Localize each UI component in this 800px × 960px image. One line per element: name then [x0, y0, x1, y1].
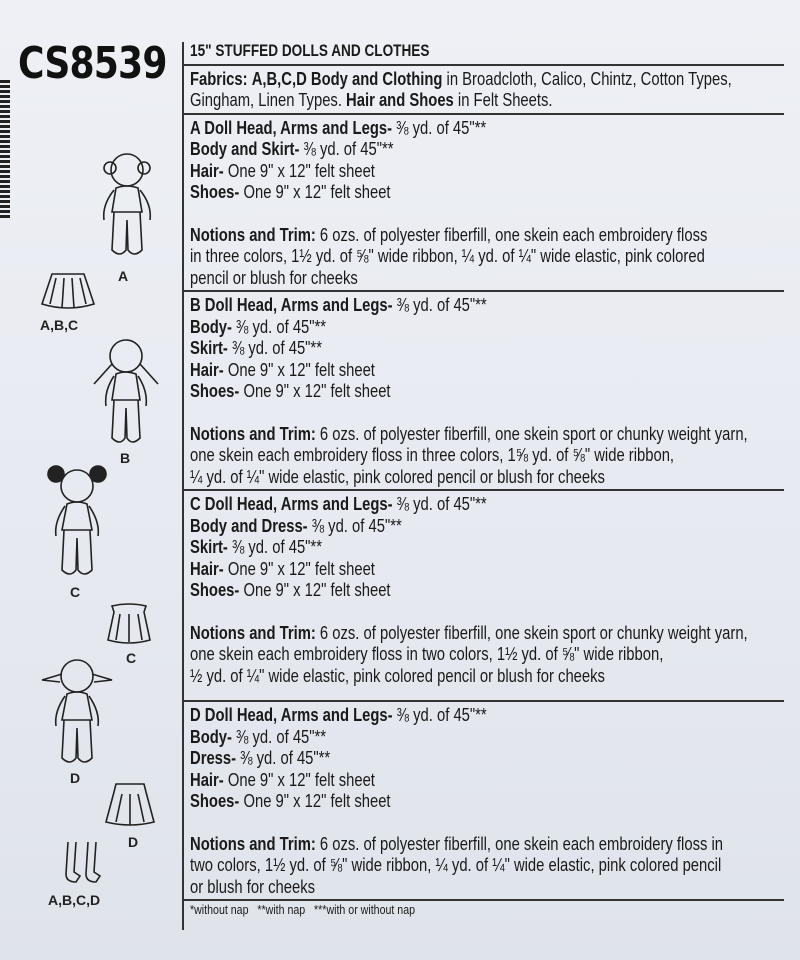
- req-item: Shoes-: [190, 181, 240, 202]
- req-item: Body and Dress-: [190, 514, 308, 536]
- rule: [184, 113, 784, 115]
- rule: [184, 290, 784, 292]
- section-c: [190, 493, 795, 686]
- req-amount: One 9" x 12" felt sheet: [239, 579, 391, 600]
- skirt-illustration: [38, 268, 98, 314]
- notions-line: [190, 223, 708, 246]
- notions-text: 6 ozs. of polyester fiberfill, one skein sport or chunky weight yarn,: [315, 422, 748, 444]
- notions-line: one skein each embroidery floss in three colors, 1⅝ yd. of ⅝" wide ribbon,: [190, 444, 675, 465]
- req-amount: ⅜ yd. of 45"**: [392, 116, 487, 138]
- req-line: [190, 790, 674, 812]
- pattern-code: CS8539: [18, 38, 167, 89]
- req-item: Hair-: [190, 358, 224, 380]
- notions-line: ½ yd. of ¼" wide elastic, pink colored pencil or blush for cheeks: [190, 664, 605, 686]
- doll-b-label: B: [120, 450, 131, 466]
- req-line: [190, 747, 674, 769]
- column-divider: [182, 42, 184, 930]
- fabrics-bold-2: Hair and Shoes: [346, 89, 454, 110]
- doll-c-illustration: [42, 462, 112, 582]
- dress-d-label: D: [128, 834, 139, 850]
- req-item: Shoes-: [190, 380, 240, 401]
- doll-d-label: D: [70, 770, 81, 786]
- doll-d-illustration: [38, 652, 116, 770]
- req-line: [190, 579, 674, 601]
- req-amount: ⅜ yd. of 45"**: [392, 704, 487, 725]
- doll-a-label: A: [118, 268, 129, 284]
- req-amount: One 9" x 12" felt sheet: [223, 768, 375, 790]
- dress-c-label: C: [126, 650, 137, 666]
- req-amount: One 9" x 12" felt sheet: [239, 790, 391, 811]
- section-d: [190, 704, 795, 897]
- notions-line: one skein each embroidery floss in two colors, 1½ yd. of ⅝" wide ribbon,: [190, 643, 664, 664]
- req-line: [190, 704, 674, 726]
- notions-line: pencil or blush for cheeks: [190, 266, 358, 288]
- req-item: Skirt-: [190, 337, 228, 358]
- req-line: [190, 337, 674, 359]
- req-item: Hair-: [190, 159, 224, 181]
- req-line: [190, 181, 674, 203]
- req-item: Skirt-: [190, 536, 228, 557]
- req-item: Body and Skirt-: [190, 138, 300, 159]
- doll-b-illustration: [86, 336, 166, 451]
- notions-line: [190, 422, 748, 445]
- fabrics-label: Fabrics:: [190, 67, 248, 89]
- req-amount: One 9" x 12" felt sheet: [223, 358, 375, 380]
- req-amount: One 9" x 12" felt sheet: [223, 159, 375, 181]
- req-item: Dress-: [190, 747, 237, 768]
- footnote: *without nap **with nap ***with or without nap: [190, 903, 416, 917]
- req-line: [190, 359, 674, 381]
- rule: [184, 64, 784, 66]
- req-line: [190, 138, 674, 160]
- edge-barcode: [0, 80, 10, 220]
- section-a: [190, 117, 795, 289]
- req-amount: ⅜ yd. of 45"**: [236, 747, 331, 768]
- yardage-chart: [190, 40, 795, 917]
- req-line: [190, 769, 674, 791]
- fabrics-text-1: in Broadcloth, Calico, Chintz, Cotton Types,: [442, 67, 732, 89]
- req-amount: One 9" x 12" felt sheet: [239, 380, 391, 401]
- fabrics-bold-1: A,B,C,D Body and Clothing: [251, 67, 443, 89]
- req-line: [190, 316, 674, 338]
- req-line: [190, 536, 674, 558]
- req-amount: ⅜ yd. of 45"**: [392, 294, 487, 315]
- req-line: [190, 160, 674, 182]
- notions-line: ¼ yd. of ¼" wide elastic, pink colored pencil or blush for cheeks: [190, 465, 605, 487]
- fabrics-line-1: [190, 67, 732, 90]
- shoes-label: A,B,C,D: [48, 892, 101, 908]
- req-item: Body-: [190, 315, 232, 337]
- notions-line: [190, 621, 748, 644]
- notions-line: two colors, 1½ yd. of ⅝" wide ribbon, ¼ yd. of ¼" wide elastic, pink colored pencil: [190, 854, 722, 875]
- req-amount: One 9" x 12" felt sheet: [239, 181, 391, 202]
- req-line: [190, 294, 674, 316]
- skirt-label: A,B,C: [40, 317, 79, 333]
- dress-d-illustration: [104, 778, 156, 830]
- req-item: A Doll Head, Arms and Legs-: [190, 116, 393, 138]
- dress-c-illustration: [104, 600, 154, 646]
- req-line: [190, 380, 674, 402]
- req-line: [190, 493, 674, 515]
- notions-line: in three colors, 1½ yd. of ⅝" wide ribbon, ¼ yd. of ¼" wide elastic, pink colored: [190, 245, 705, 266]
- rule: [184, 899, 784, 901]
- req-item: Shoes-: [190, 579, 240, 600]
- req-item: Hair-: [190, 557, 224, 579]
- rule: [184, 700, 784, 702]
- notions-label: Notions and Trim:: [190, 832, 316, 854]
- req-amount: One 9" x 12" felt sheet: [223, 557, 375, 579]
- req-item: D Doll Head, Arms and Legs-: [190, 704, 393, 725]
- notions-text: 6 ozs. of polyester fiberfill, one skein each embroidery floss in: [315, 832, 723, 854]
- notions-line: [190, 832, 723, 855]
- req-line: [190, 726, 674, 748]
- notions-text: 6 ozs. of polyester fiberfill, one skein sport or chunky weight yarn,: [315, 621, 748, 643]
- notions-line: or blush for cheeks: [190, 875, 316, 897]
- req-amount: ⅜ yd. of 45"**: [227, 337, 322, 358]
- req-amount: ⅜ yd. of 45"**: [231, 725, 327, 747]
- fabrics-text-3: in Felt Sheets.: [453, 89, 553, 110]
- notions-label: Notions and Trim:: [190, 422, 316, 444]
- section-b: [190, 294, 795, 487]
- req-amount: ⅜ yd. of 45"**: [392, 493, 487, 514]
- notions-text: 6 ozs. of polyester fiberfill, one skein each embroidery floss: [315, 223, 708, 245]
- doll-c-label: C: [70, 584, 81, 600]
- fabrics-line-2: [190, 89, 674, 111]
- req-amount: ⅜ yd. of 45"**: [227, 536, 322, 557]
- req-item: Hair-: [190, 768, 224, 790]
- req-line: [190, 558, 674, 580]
- rule: [184, 489, 784, 491]
- req-line: [190, 515, 674, 537]
- req-amount: ⅜ yd. of 45"**: [307, 514, 402, 536]
- req-amount: ⅜ yd. of 45"**: [231, 315, 327, 337]
- req-line: [190, 117, 674, 139]
- req-amount: ⅜ yd. of 45"**: [299, 138, 394, 159]
- doll-a-illustration: [92, 150, 162, 265]
- notions-label: Notions and Trim:: [190, 223, 316, 245]
- notions-label: Notions and Trim:: [190, 621, 316, 643]
- req-item: Body-: [190, 725, 232, 747]
- req-item: B Doll Head, Arms and Legs-: [190, 294, 393, 315]
- shoes-illustration: [58, 838, 108, 890]
- pattern-title: 15" STUFFED DOLLS AND CLOTHES: [190, 41, 430, 60]
- req-item: Shoes-: [190, 790, 240, 811]
- fabrics-text-2: Gingham, Linen Types.: [190, 89, 347, 110]
- req-item: C Doll Head, Arms and Legs-: [190, 493, 393, 514]
